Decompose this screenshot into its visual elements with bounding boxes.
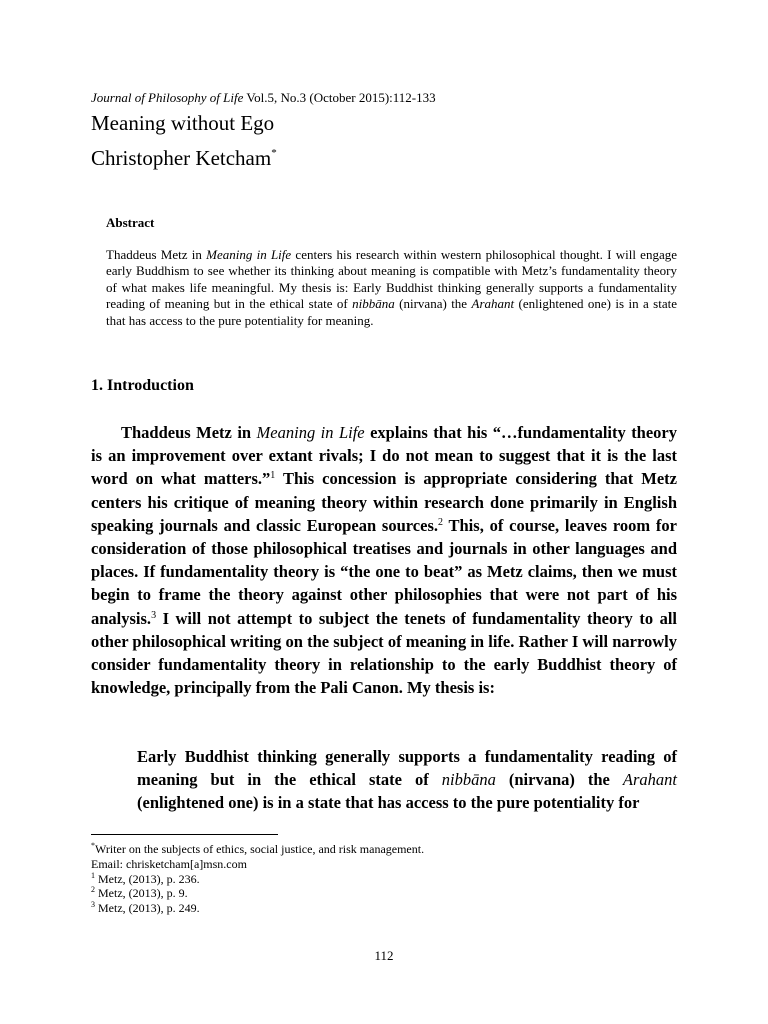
footnote-divider (91, 834, 278, 835)
quote-italic: nibbāna (441, 770, 496, 790)
quote-segment: (enlightened one) is in a state that has access to the pure potentiality for (137, 793, 640, 813)
author-line (91, 145, 277, 171)
body-segment: This, of course, leaves room for consideration of those philosophical treatises and journals in other languages and places. If fundamentality theory is “the one to beat” as Metz claims, then we must begin to frame the theory against other philosophies that were not part of his analysis. (91, 515, 677, 628)
footnote-ref-1[interactable]: 1 (270, 470, 276, 482)
abstract-italic: Meaning in Life (206, 247, 292, 262)
body-segment: explains that his “…fundamentality theory is an improvement over extant rivals; I do not mean to suggest that it is the last word on what matters.” (91, 423, 678, 489)
abstract-segment: centers his research within western philosophical thought. I will engage early Buddhism to see whether its thinking about meaning is compatible with Metz’s fundamentality theory of what makes life meaningful. My thesis is: Early Buddhist thinking generally supports a fundamentality reading of meaning but in the ethical state of (106, 247, 677, 312)
introduction-body (91, 421, 677, 699)
author-name: Christopher Ketcham (91, 146, 272, 170)
footnote-text: Writer on the subjects of ethics, social justice, and risk management. (95, 842, 425, 856)
footnote-text: Metz, (2013), p. 249. (95, 901, 200, 916)
abstract-segment: (nirvana) the (394, 296, 472, 312)
footnotes (91, 842, 691, 916)
paper-title: Meaning without Ego (91, 111, 275, 135)
quote-segment: Early Buddhist thinking generally supports a fundamentality reading of meaning but in the ethical state of (137, 747, 677, 790)
footnote-item (91, 872, 691, 887)
section-heading: 1. Introduction (91, 377, 194, 394)
footnote-item (91, 842, 691, 857)
introduction-paragraph (91, 421, 677, 699)
journal-details: Vol.5, No.3 (October 2015):112-133 (243, 90, 436, 105)
body-segment: This concession is appropriate considering that Metz centers his critique of meaning theory within research done primarily in English speaking journals and classic European sources. (91, 469, 677, 535)
journal-citation (91, 90, 436, 106)
abstract-heading: Abstract (106, 215, 155, 230)
author-footnote-mark[interactable]: * (271, 147, 277, 159)
footnote-item (91, 886, 691, 901)
footnote-ref-3[interactable]: 3 (151, 609, 157, 621)
body-italic: Meaning in Life (256, 423, 365, 442)
abstract-segment: (enlightened one) is in a state that has access to the pure potentiality for meaning. (106, 296, 678, 328)
footnote-text: Metz, (2013), p. 236. (95, 871, 200, 886)
footnote-ref-2[interactable]: 2 (438, 516, 443, 528)
body-segment: Thaddeus Metz in (121, 423, 257, 442)
thesis-blockquote (137, 745, 677, 815)
abstract-italic: Arahant (471, 296, 515, 312)
journal-name: Journal of Philosophy of Life (91, 90, 244, 105)
abstract-italic: nibbāna (352, 296, 395, 312)
abstract-text (106, 247, 677, 329)
footnote-mark: 3 (91, 900, 95, 910)
quote-segment: (nirvana) the (495, 770, 623, 790)
footnote-text: Email: chrisketcham[a]msn.com (91, 856, 247, 871)
footnote-text: Metz, (2013), p. 9. (95, 886, 188, 901)
body-segment: I will not attempt to subject the tenets of fundamentality theory to all other philosophical writing on the subject of meaning in life. Rather I will narrowly consider fundamentality theory in relationship to the early Buddhist theory of knowledge, principally from the Pali Canon. My thesis is: (91, 608, 677, 698)
footnote-mark: * (91, 841, 95, 850)
footnote-mark: 1 (91, 870, 95, 880)
footnote-item (91, 857, 691, 872)
footnote-item (91, 901, 691, 916)
abstract-segment: Thaddeus Metz in (106, 247, 207, 262)
footnote-mark: 2 (91, 885, 95, 895)
page-number: 112 (374, 948, 394, 963)
quote-italic: Arahant (622, 770, 678, 790)
